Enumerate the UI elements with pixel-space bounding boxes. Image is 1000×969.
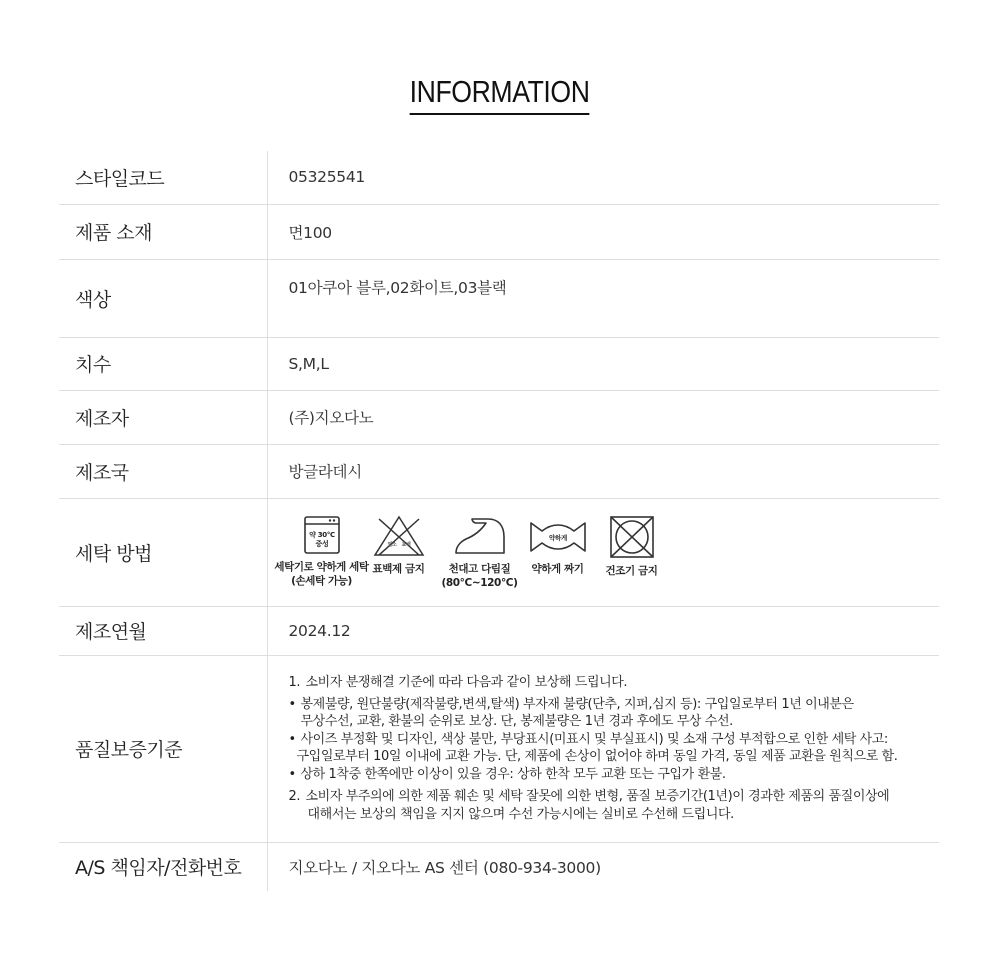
quality-item-2 (289, 788, 930, 823)
bullet-line: 사이즈 부정확 및 디자인, 색상 불만, 부당표시(미표시 및 부실표시) 및 소재 구성 부적합으로 인한 세탁 사고: (300, 731, 888, 747)
wash-30-icon (303, 515, 341, 555)
row-label: 세탁 방법 (59, 498, 267, 606)
row-value: S,M,L (267, 337, 939, 390)
row-label: 치수 (59, 337, 267, 390)
quality-text (289, 674, 940, 823)
row-style-code (59, 151, 939, 204)
row-country (59, 444, 939, 498)
row-label: 스타일코드 (59, 151, 267, 204)
row-label: 제조국 (59, 444, 267, 498)
item-line: 소비자 부주의에 의한 제품 훼손 및 세탁 잘못에 의한 변형, 품질 보증기간(1년)이 경과한 제품의 품질이상에 (305, 789, 890, 804)
row-label: 품질보증기준 (59, 655, 267, 842)
caption-line: 세탁기로 약하게 세탁 (274, 560, 369, 573)
bullet-line: 봉제불량, 원단불량(제작불량,변색,탈색) 부자재 불량(단추, 지퍼,심지 등): 구입일로부터 1년 이내분은 (300, 696, 854, 712)
item-text: 소비자 분쟁해결 기준에 따라 다음과 같이 보상해 드립니다. (305, 675, 628, 690)
row-quality (59, 655, 939, 842)
caption-line: 천대고 다림질 (448, 562, 511, 575)
quality-bullet (289, 766, 930, 784)
bullet-line: 상하 1착중 한쪽에만 이상이 있을 경우: 상하 한착 모두 교환 또는 구입가 환불. (300, 766, 726, 782)
wash-detergent-text: 중성 (315, 539, 328, 548)
row-label: 제품 소재 (59, 204, 267, 259)
bullet-line: 구입일로부터 10일 이내에 교환 가능. 단, 제품에 손상이 없어야 하며 동일 가격, 동일 제품 교환을 원칙으로 함. (296, 749, 898, 764)
information-table (59, 151, 939, 891)
row-value: 01아쿠아 블루,02화이트,03블랙 (267, 259, 939, 337)
care-item (274, 515, 369, 588)
row-value (267, 655, 939, 842)
bullet-dot: • (288, 766, 296, 782)
no-bleach-icon (373, 515, 425, 557)
row-material (59, 204, 939, 259)
title-wrap (0, 72, 1000, 115)
care-caption (532, 562, 584, 576)
page-title: INFORMATION (410, 72, 590, 115)
row-value: 05325541 (267, 151, 939, 204)
iron-icon (452, 515, 508, 557)
bullet-line: 무상수선, 교환, 환불의 순위로 보상. 단, 봉제불량은 1년 경과 후에도 무상 수선. (300, 714, 733, 729)
wash-temp-text: 약 30°C (308, 530, 335, 539)
care-item (521, 515, 595, 576)
care-caption (606, 564, 658, 578)
caption-line: (80°C~120°C) (441, 576, 518, 589)
bleach-text-2: 표백 (400, 541, 411, 548)
row-washing (59, 498, 939, 606)
quality-bullet (289, 731, 930, 766)
row-as (59, 842, 939, 891)
quality-item-1 (289, 674, 930, 692)
caption-line: 약하게 짜기 (531, 562, 584, 575)
care-icons (274, 515, 940, 590)
care-caption (441, 562, 517, 590)
row-size (59, 337, 939, 390)
row-value: 면100 (267, 204, 939, 259)
row-color (59, 259, 939, 337)
no-tumble-dry-icon (609, 515, 655, 559)
care-item (439, 515, 521, 590)
bullet-dot: • (288, 696, 296, 712)
caption-line: 건조기 금지 (605, 564, 658, 577)
care-item (363, 515, 435, 576)
item-number: 2. (288, 789, 301, 804)
row-value: (주)지오다노 (267, 390, 939, 444)
care-caption (373, 562, 425, 576)
row-label: 색상 (59, 259, 267, 337)
row-label: 제조자 (59, 390, 267, 444)
row-label: 제조연월 (59, 606, 267, 655)
item-number: 1. (288, 675, 301, 690)
wring-text: 약하게 (548, 533, 567, 542)
care-caption (274, 560, 368, 588)
bullet-dot: • (288, 731, 296, 747)
row-label: A/S 책임자/전화번호 (59, 842, 267, 891)
quality-bullet (289, 696, 930, 731)
caption-line: 표백제 금지 (372, 562, 425, 575)
row-value: 2024.12 (267, 606, 939, 655)
row-value: 방글라데시 (267, 444, 939, 498)
row-mfg-date (59, 606, 939, 655)
bleach-text-1: 염소 (386, 541, 397, 548)
caption-line: (손세탁 가능) (291, 574, 352, 587)
row-maker (59, 390, 939, 444)
item-line: 대해서는 보상의 책임을 지지 않으며 수선 가능시에는 실비로 수선해 드립니다. (307, 806, 734, 822)
care-item (597, 515, 667, 578)
row-value: 지오다노 / 지오다노 AS 센터 (080-934-3000) (288, 858, 601, 877)
row-value (267, 498, 939, 606)
wring-gently-icon (528, 515, 588, 557)
